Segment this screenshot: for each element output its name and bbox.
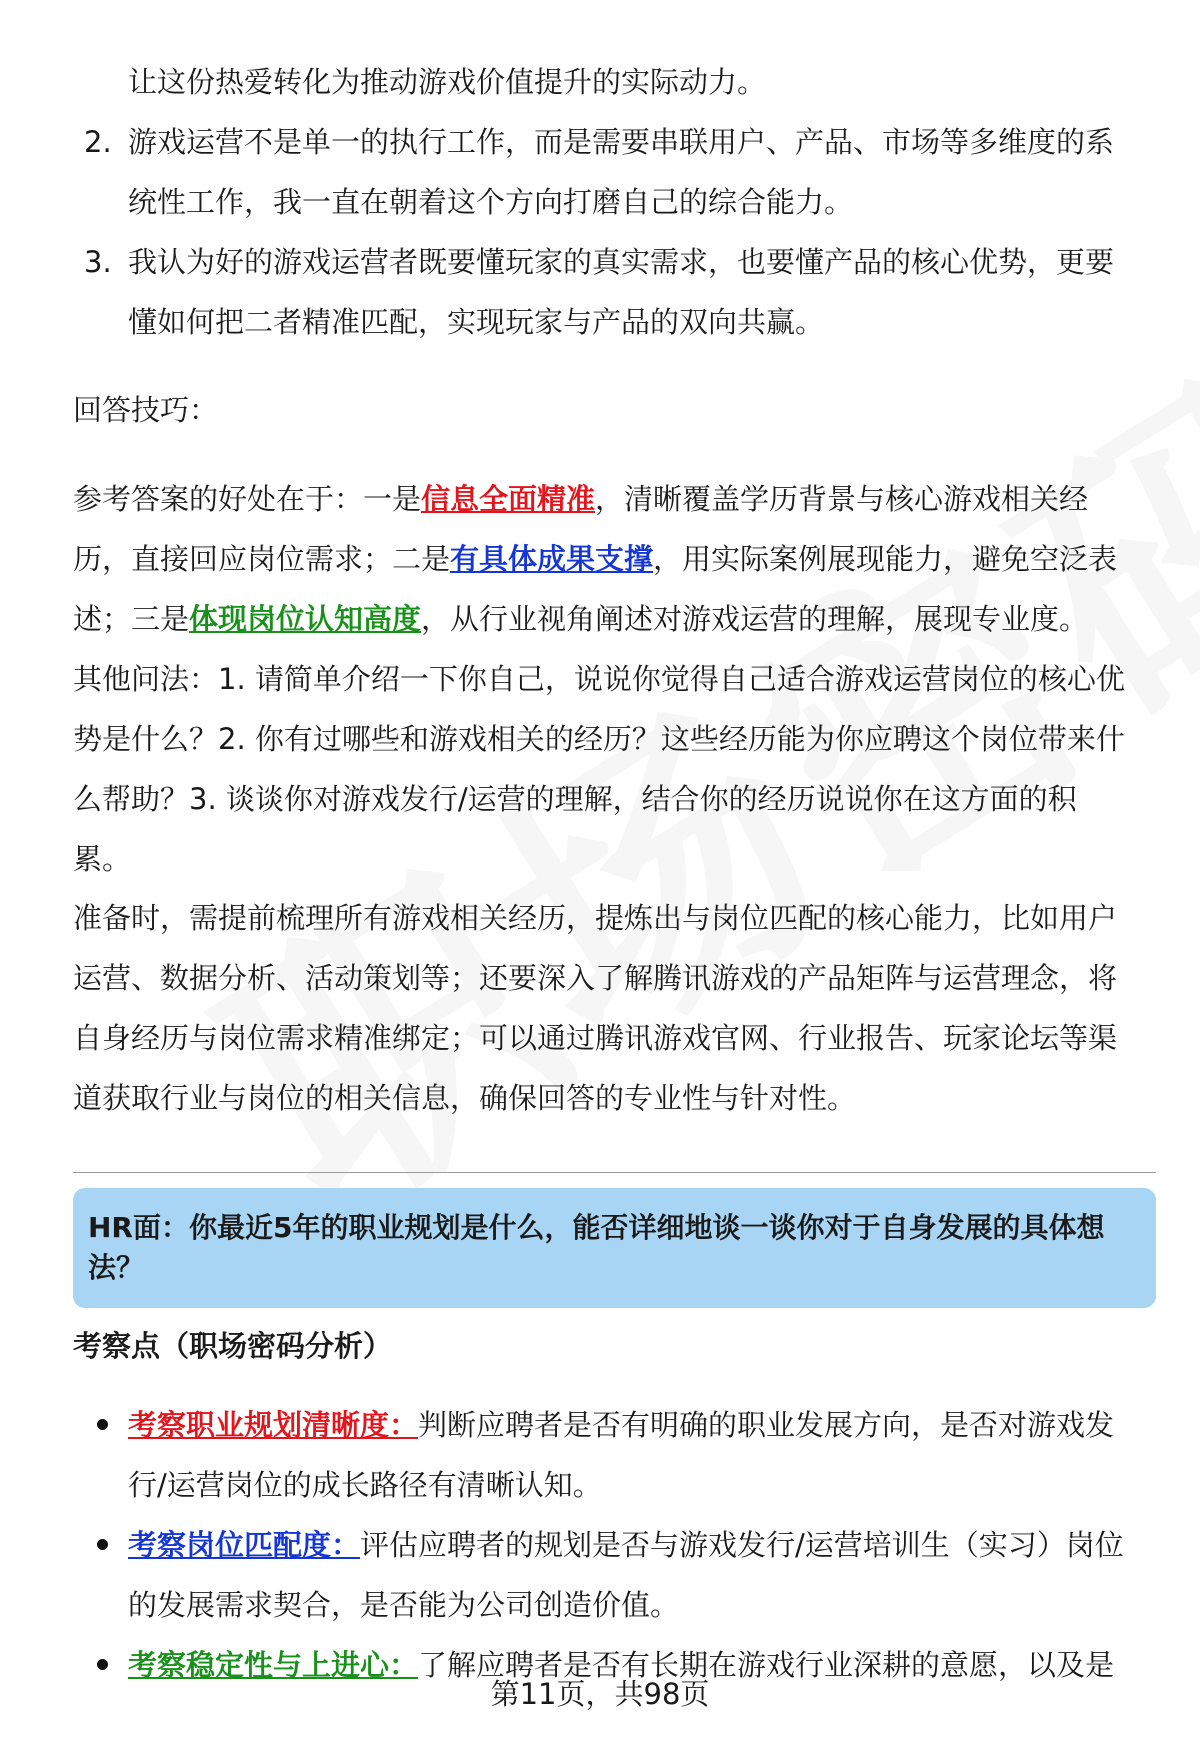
prep-line2: 运营、数据分析、活动策划等；还要深入了解腾讯游戏的产品矩阵与运营理念，将 — [73, 961, 1118, 995]
bullet-2-text: 评估应聘者的规划是否与游戏发行/运营培训生（实习）岗位 — [360, 1528, 1124, 1562]
bullet-3-text: 了解应聘者是否有长期在游戏行业深耕的意愿，以及是 — [418, 1648, 1115, 1682]
prep-line4: 道获取行业与岗位的相关信息，确保回答的专业性与针对性。 — [73, 1081, 857, 1115]
list-number-3: 3. — [84, 245, 112, 279]
tips-text: 参考答案的好处在于：一是 — [73, 482, 422, 516]
tips-para-line1 — [73, 479, 1088, 519]
bullet-3-label: 考察稳定性与上进心： — [128, 1648, 419, 1682]
bullet-2-line1 — [128, 1525, 1124, 1565]
other-questions-line4: 累。 — [73, 842, 132, 876]
page-footer: 第11页，共98页 — [490, 1677, 710, 1711]
watermark — [140, 264, 1200, 1287]
points-heading: 考察点（职场密码分析） — [73, 1329, 393, 1363]
section-divider — [73, 1172, 1156, 1173]
question-callout — [73, 1188, 1156, 1308]
list-item-2-line2: 统性工作，我一直在朝着这个方向打磨自己的综合能力。 — [128, 185, 854, 219]
list-number-2: 2. — [84, 125, 112, 159]
tips-text: 历，直接回应岗位需求；二是 — [73, 542, 451, 576]
bullet-dot-icon — [97, 1539, 108, 1550]
list-item-3-line1: 我认为好的游戏运营者既要懂玩家的真实需求，也要懂产品的核心优势，更要 — [128, 245, 1115, 279]
bullet-dot-icon — [97, 1659, 108, 1670]
highlight-red: 信息全面精准 — [421, 482, 596, 516]
tips-text: ，从行业视角阐述对游戏运营的理解，展现专业度。 — [421, 602, 1089, 636]
question-text: HR面：你最近5年的职业规划是什么，能否详细地谈一谈你对于自身发展的具体想法？ — [88, 1211, 1105, 1284]
tips-para-line2 — [73, 539, 1117, 579]
other-questions-line1: 其他问法：1. 请简单介绍一下你自己，说说你觉得自己适合游戏运营岗位的核心优 — [73, 662, 1125, 696]
highlight-green: 体现岗位认知高度 — [189, 602, 422, 636]
bullet-2-line2: 的发展需求契合，是否能为公司创造价值。 — [128, 1588, 680, 1622]
bullet-1-text: 判断应聘者是否有明确的职业发展方向，是否对游戏发 — [418, 1408, 1115, 1442]
tips-text: 述；三是 — [73, 602, 190, 636]
other-questions-line3: 么帮助？3. 谈谈你对游戏发行/运营的理解，结合你的经历说说你在这方面的积 — [73, 782, 1077, 816]
list-item-2-line1: 游戏运营不是单一的执行工作，而是需要串联用户、产品、市场等多维度的系 — [128, 125, 1115, 159]
bullet-2-label: 考察岗位匹配度： — [128, 1528, 361, 1562]
prep-line1: 准备时，需提前梳理所有游戏相关经历，提炼出与岗位匹配的核心能力，比如用户 — [73, 901, 1118, 935]
bullet-1-line2: 行/运营岗位的成长路径有清晰认知。 — [128, 1468, 602, 1502]
tips-text: ，清晰覆盖学历背景与核心游戏相关经 — [595, 482, 1089, 516]
list-item-1-tail: 让这份热爱转化为推动游戏价值提升的实际动力。 — [128, 65, 767, 99]
tips-heading: 回答技巧： — [73, 393, 219, 427]
tips-text: ，用实际案例展现能力，避免空泛表 — [653, 542, 1118, 576]
other-questions-line2: 势是什么？2. 你有过哪些和游戏相关的经历？这些经历能为你应聘这个岗位带来什 — [73, 722, 1125, 756]
list-item-3-line2: 懂如何把二者精准匹配，实现玩家与产品的双向共赢。 — [128, 305, 825, 339]
bullet-1-line1 — [128, 1405, 1114, 1445]
bullet-dot-icon — [97, 1419, 108, 1430]
highlight-blue: 有具体成果支撑 — [450, 542, 654, 576]
tips-para-line3 — [73, 599, 1088, 639]
prep-line3: 自身经历与岗位需求精准绑定；可以通过腾讯游戏官网、行业报告、玩家论坛等渠 — [73, 1021, 1118, 1055]
bullet-1-label: 考察职业规划清晰度： — [128, 1408, 419, 1442]
